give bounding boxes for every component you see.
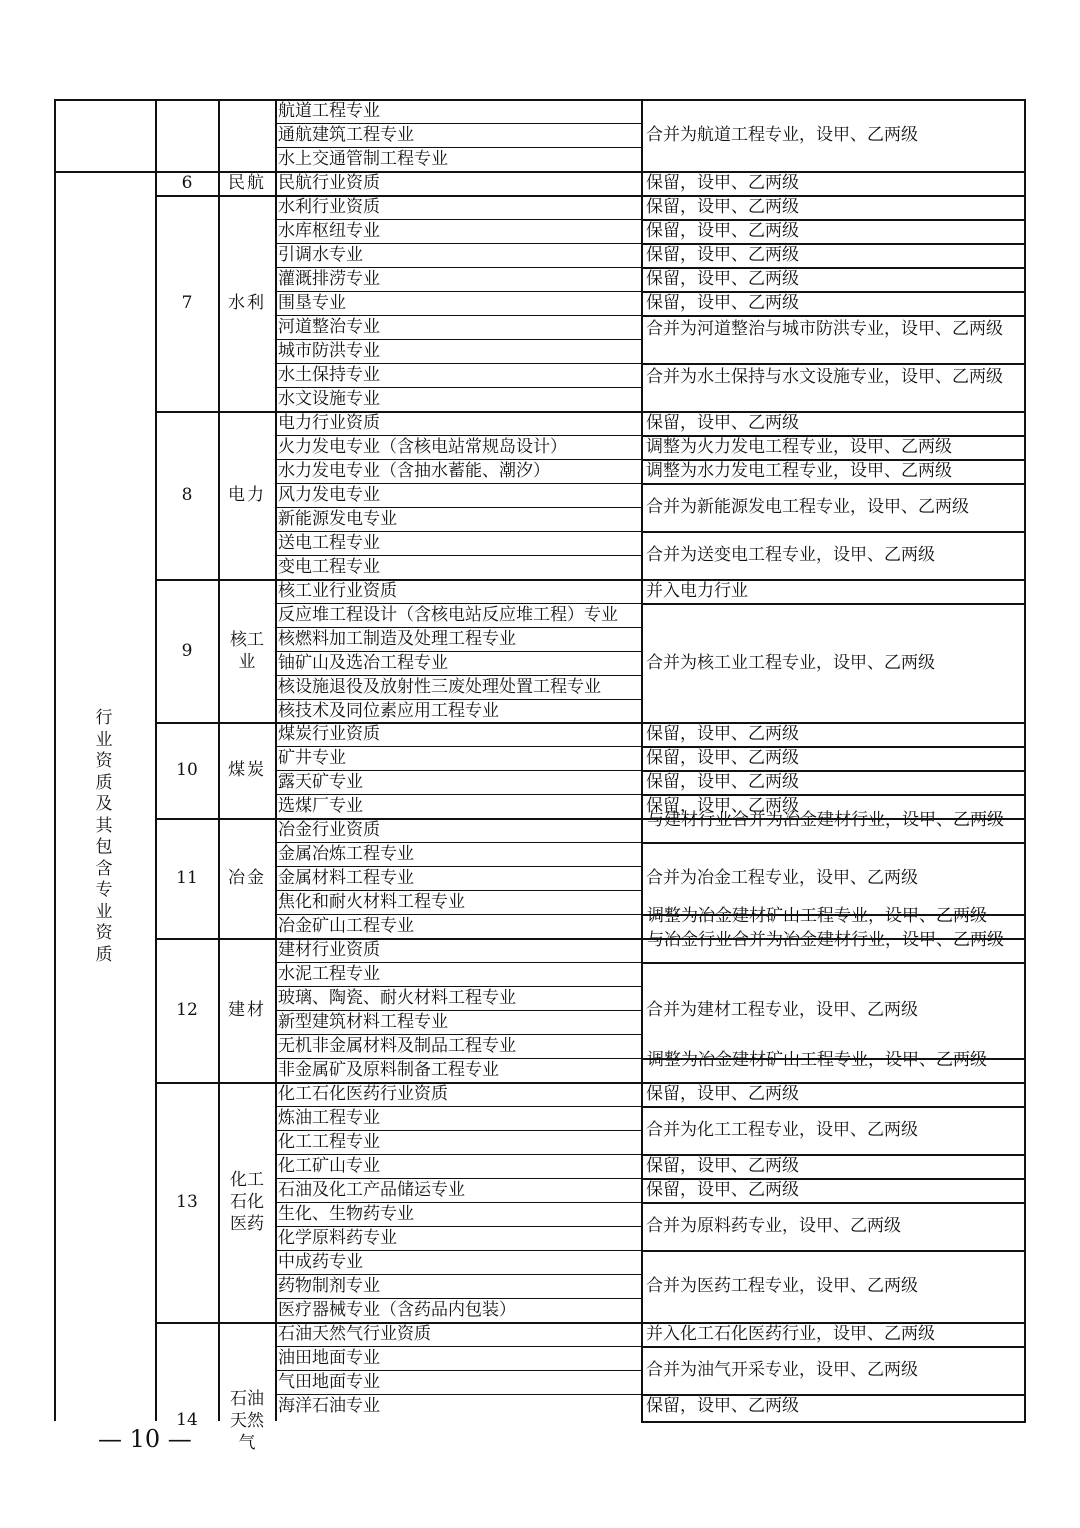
adjustment-result: 合并为油气开采专业，设甲、乙两级 [646,1360,918,1380]
table-rule [641,1421,1026,1423]
item-number: 10 [176,760,198,780]
sub-specialty: 铀矿山及选冶工程专业 [278,653,448,673]
adjustment-result: 合并为水土保持与水文设施专业，设甲、乙两级 [646,367,1003,387]
sub-specialty: 金属冶炼工程专业 [278,844,414,864]
sub-specialty: 河道整治专业 [278,317,380,337]
adjustment-result: 保留，设甲、乙两级 [646,748,799,768]
industry-name: 石油 天然 气 [230,1389,264,1453]
sub-specialty: 气田地面专业 [278,1372,380,1392]
table-rule [275,1346,641,1347]
adjustment-result: 保留，设甲、乙两级 [646,1396,799,1416]
sub-specialty: 煤炭行业资质 [278,724,380,744]
sub-specialty: 民航行业资质 [278,173,380,193]
sub-specialty: 水库枢纽专业 [278,221,380,241]
sub-specialty: 医疗器械专业（含药品内包装） [278,1300,516,1320]
sub-specialty: 新能源发电专业 [278,509,397,529]
sub-specialty: 送电工程专业 [278,533,380,553]
adjustment-result: 保留，设甲、乙两级 [646,221,799,241]
sub-specialty: 建材行业资质 [278,940,380,960]
sub-specialty: 石油及化工产品储运专业 [278,1180,465,1200]
industry-name: 冶金 [228,868,266,888]
adjustment-result: 调整为冶金建材矿山工程专业，设甲、乙两级 [647,906,987,926]
sub-specialty: 选煤厂专业 [278,796,363,816]
adjustment-result: 保留，设甲、乙两级 [646,245,799,265]
item-number: 9 [181,641,193,661]
sub-specialty: 引调水专业 [278,245,363,265]
industry-name: 煤炭 [228,760,266,780]
table-rule [275,1394,641,1395]
adjustment-result: 保留，设甲、乙两级 [646,1180,799,1200]
sub-specialty: 化工石化医药行业资质 [278,1084,448,1104]
sub-specialty: 金属材料工程专业 [278,868,414,888]
adjustment-result: 合并为医药工程专业，设甲、乙两级 [646,1276,918,1296]
sub-specialty: 生化、生物药专业 [278,1204,414,1224]
sub-specialty: 化学原料药专业 [278,1228,397,1248]
sub-specialty: 核工业行业资质 [278,581,397,601]
sub-specialty: 水文设施专业 [278,389,380,409]
adjustment-result: 保留，设甲、乙两级 [646,724,799,744]
sub-specialty: 核技术及同位素应用工程专业 [278,701,499,721]
sub-specialty: 核燃料加工制造及处理工程专业 [278,629,516,649]
adjustment-result: 保留，设甲、乙两级 [646,1156,799,1176]
sub-specialty: 灌溉排涝专业 [278,269,380,289]
item-number: 13 [176,1192,198,1212]
adjustment-result: 保留，设甲、乙两级 [646,173,799,193]
sub-specialty: 炼油工程专业 [278,1108,380,1128]
table-rule [641,1346,1026,1348]
sub-specialty: 水上交通管制工程专业 [278,149,448,169]
adjustment-result: 合并为原料药专业，设甲、乙两级 [646,1216,901,1236]
adjustment-result: 调整为冶金建材矿山工程专业，设甲、乙两级 [647,1050,987,1070]
adjustment-result: 并入电力行业 [646,581,748,601]
sub-specialty: 化工工程专业 [278,1132,380,1152]
adjustment-result: 调整为水力发电工程专业，设甲、乙两级 [646,461,952,481]
adjustment-result: 与建材行业合并为冶金建材行业，设甲、乙两级 [647,810,1004,830]
sub-specialty: 石油天然气行业资质 [278,1324,431,1344]
item-number: 7 [181,293,193,313]
table-rule [275,1370,641,1371]
item-number: 14 [176,1410,198,1430]
adjustment-result: 调整为火力发电工程专业，设甲、乙两级 [646,437,952,457]
sub-specialty: 城市防洪专业 [278,341,380,361]
sub-specialty: 冶金矿山工程专业 [278,916,414,936]
adjustment-result: 合并为冶金工程专业，设甲、乙两级 [646,868,918,888]
item-number: 8 [181,485,193,505]
sub-specialty: 水利行业资质 [278,197,380,217]
sub-specialty: 风力发电专业 [278,485,380,505]
adjustment-result: 保留，设甲、乙两级 [646,1084,799,1104]
adjustment-result: 合并为送变电工程专业，设甲、乙两级 [646,545,935,565]
sub-specialty: 变电工程专业 [278,557,380,577]
sub-specialty: 冶金行业资质 [278,820,380,840]
adjustment-result: 保留，设甲、乙两级 [646,293,799,313]
sub-specialty: 露天矿专业 [278,772,363,792]
adjustment-result: 与冶金行业合并为冶金建材行业，设甲、乙两级 [647,930,1004,950]
adjustment-result: 保留，设甲、乙两级 [646,796,799,816]
sub-specialty: 矿井专业 [278,748,346,768]
sub-specialty: 火力发电专业（含核电站常规岛设计） [278,437,567,457]
table-rule [275,1322,641,1324]
adjustment-result: 保留，设甲、乙两级 [646,413,799,433]
sub-specialty: 药物制剂专业 [278,1276,380,1296]
adjustment-result: 合并为航道工程专业，设甲、乙两级 [646,125,918,145]
adjustment-result: 保留，设甲、乙两级 [646,772,799,792]
sub-specialty: 水泥工程专业 [278,964,380,984]
industry-name: 电力 [228,485,266,505]
sub-specialty: 化工矿山专业 [278,1156,380,1176]
page-number: — 10 — [98,1425,192,1453]
adjustment-result: 合并为河道整治与城市防洪专业，设甲、乙两级 [646,319,1003,339]
sub-specialty: 中成药专业 [278,1252,363,1272]
industry-name: 民航 [228,173,266,193]
adjustment-result: 合并为新能源发电工程专业，设甲、乙两级 [646,497,969,517]
sub-specialty: 通航建筑工程专业 [278,125,414,145]
industry-name: 化工 石化 医药 [230,1170,264,1234]
industry-name: 水利 [228,293,266,313]
adjustment-result: 合并为化工工程专业，设甲、乙两级 [646,1120,918,1140]
sub-specialty: 核设施退役及放射性三废处理处置工程专业 [278,677,601,697]
item-number: 11 [176,868,198,888]
sub-specialty: 水土保持专业 [278,365,380,385]
sub-specialty: 无机非金属材料及制品工程专业 [278,1036,516,1056]
adjustment-result: 合并为核工业工程专业，设甲、乙两级 [646,653,935,673]
item-number: 12 [176,1000,198,1020]
item-number: 6 [181,173,193,193]
sub-specialty: 非金属矿及原料制备工程专业 [278,1060,499,1080]
sub-specialty: 新型建筑材料工程专业 [278,1012,448,1032]
sub-specialty: 玻璃、陶瓷、耐火材料工程专业 [278,988,516,1008]
category-label: 行 业 资 质 及 其 包 含 专 业 资 质 [95,708,113,965]
adjustment-result: 保留，设甲、乙两级 [646,197,799,217]
adjustment-result: 保留，设甲、乙两级 [646,269,799,289]
sub-specialty: 航道工程专业 [278,101,380,121]
sub-specialty: 焦化和耐火材料工程专业 [278,892,465,912]
industry-name: 核工 业 [230,630,264,672]
sub-specialty: 水力发电专业（含抽水蓄能、潮汐） [278,461,550,481]
sub-specialty: 海洋石油专业 [278,1396,380,1416]
sub-specialty: 油田地面专业 [278,1348,380,1368]
industry-name: 建材 [228,1000,266,1020]
sub-specialty: 围垦专业 [278,293,346,313]
sub-specialty: 电力行业资质 [278,413,380,433]
adjustment-result: 合并为建材工程专业，设甲、乙两级 [646,1000,918,1020]
sub-specialty: 反应堆工程设计（含核电站反应堆工程）专业 [278,605,618,625]
adjustment-result: 并入化工石化医药行业，设甲、乙两级 [646,1324,935,1344]
